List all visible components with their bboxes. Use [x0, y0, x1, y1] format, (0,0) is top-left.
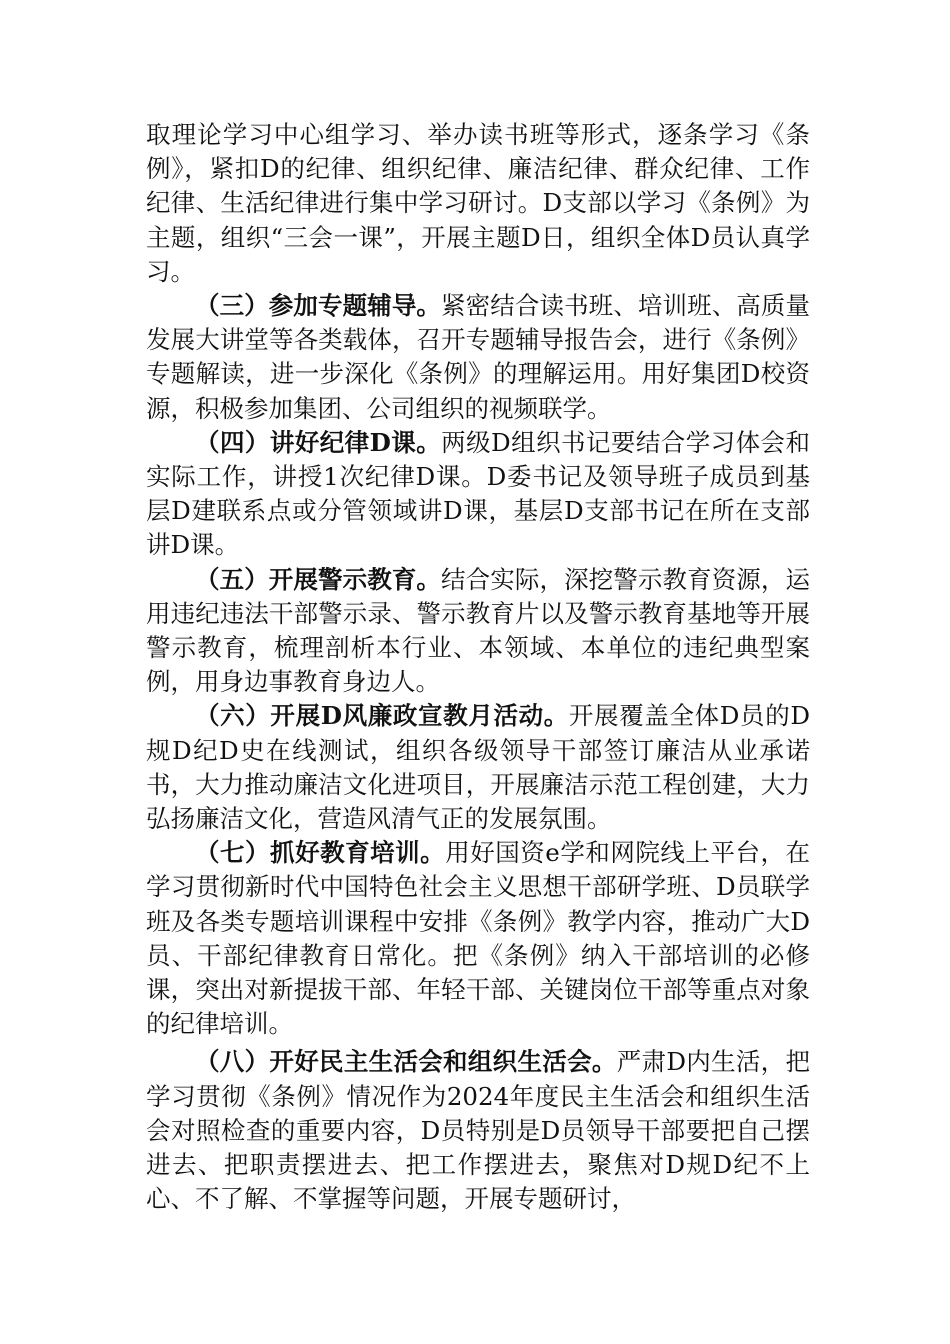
section-heading: （五）开展警示教育。: [195, 564, 442, 594]
paragraph-section-7: [146, 836, 810, 1041]
paragraph-body: 严肃D内生活，把学习贯彻《条例》情况作为2024年度民主生活会和组织生活会对照检查的重要内容，D员特别是D员领导干部要把自己摆进去、把职责摆进去、把工作摆进去，聚焦对D规D纪不上心、不了解、不掌握等问题，开展专题研讨，: [146, 1047, 810, 1214]
document-page: [146, 118, 810, 1217]
section-heading: （八）开好民主生活会和组织生活会。: [195, 1047, 617, 1077]
paragraph-body: 取理论学习中心组学习、举办读书班等形式，逐条学习《条例》，紧扣D的纪律、组织纪律、廉洁纪律、群众纪律、工作纪律、生活纪律进行集中学习研讨。D支部以学习《条例》为主题，组织“三会一课”，开展主题D日，组织全体D员认真学习。: [146, 120, 810, 286]
paragraph-section-4: [146, 426, 810, 563]
paragraph-section-6: [146, 699, 810, 836]
section-heading: （七）抓好教育培训。: [195, 838, 446, 868]
section-heading: （三）参加专题辅导。: [195, 291, 442, 321]
paragraph-body: 开展覆盖全体D员的D规D纪D史在线测试，组织各级领导干部签订廉洁从业承诺书，大力推动廉洁文化进项目，开展廉洁示范工程创建，大力弘扬廉洁文化，营造风清气正的发展氛围。: [146, 701, 810, 834]
section-heading: （四）讲好纪律D课。: [195, 427, 442, 457]
paragraph-section-5: [146, 563, 810, 700]
paragraph-body: 紧密结合读书班、培训班、高质量发展大讲堂等各类载体，召开专题辅导报告会，进行《条例》专题解读，进一步深化《条例》的理解运用。用好集团D校资源，积极参加集团、公司组织的视频联学。: [146, 291, 811, 423]
paragraph-body: 结合实际，深挖警示教育资源，运用违纪违法干部警示录、警示教育片以及警示教育基地等开展警示教育，梳理剖析本行业、本领域、本单位的违纪典型案例，用身边事教育身边人。: [146, 564, 811, 697]
paragraph-section-8: [146, 1045, 810, 1216]
section-heading: （六）开展D风廉政宣教月活动。: [195, 701, 569, 731]
paragraph-body: 两级D组织书记要结合学习体会和实际工作，讲授1次纪律D课。D委书记及领导班子成员到基层D建联系点或分管领域讲D课，基层D支部书记在所在支部讲D课。: [146, 427, 810, 560]
paragraph-intro: [146, 118, 810, 289]
paragraph-section-3: [146, 289, 810, 426]
paragraph-body: 用好国资e学和网院线上平台，在学习贯彻新时代中国特色社会主义思想干部研学班、D员联学班及各类专题培训课程中安排《条例》教学内容，推动广大D员、干部纪律教育日常化。把《条例》纳入干部培训的必修课，突出对新提拔干部、年轻干部、关键岗位干部等重点对象的纪律培训。: [146, 838, 811, 1039]
